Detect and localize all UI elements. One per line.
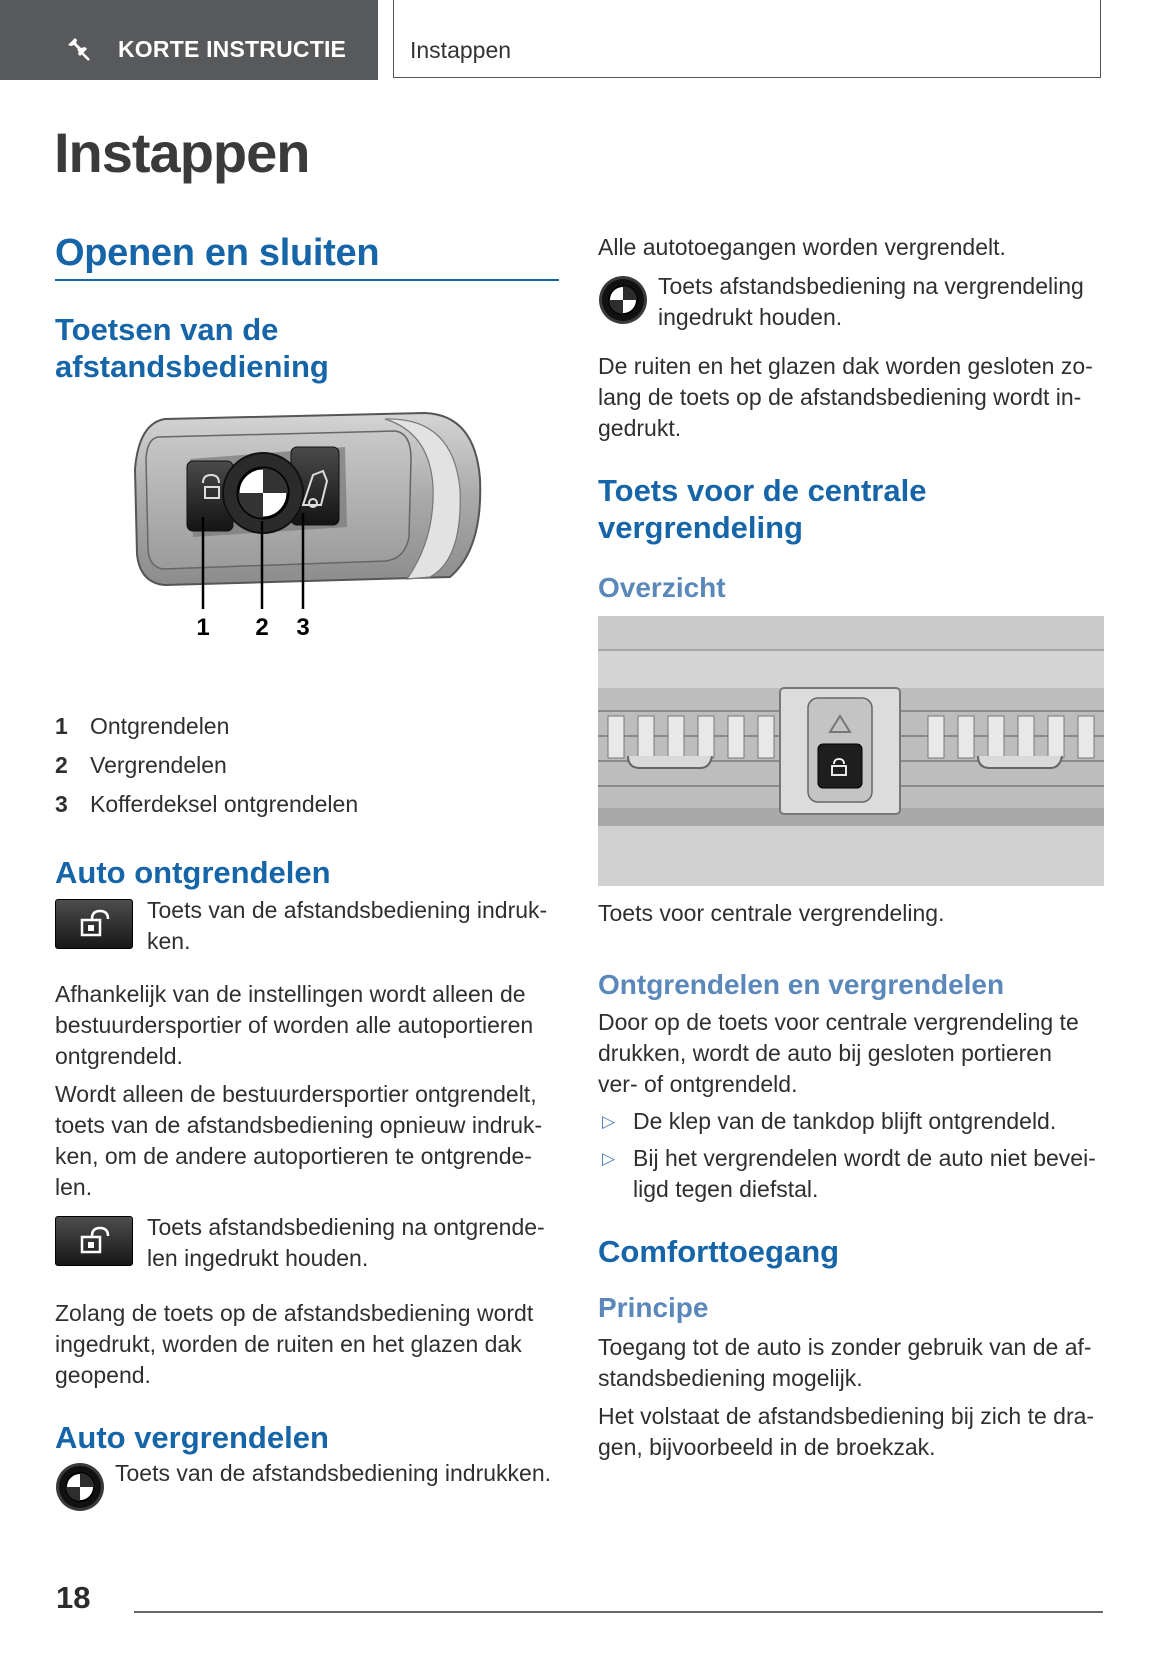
heading-unlock-car: Auto ontgrendelen [55,855,331,890]
lock-hold-line: ingedrukt houden. [658,304,843,330]
text-line: geopend. [55,1362,151,1388]
text-line: gen, bijvoorbeeld in de broekzak. [598,1434,936,1460]
callout-1: 1 [196,614,210,641]
lock-paragraph-1: Alle autotoegangen worden vergrendelt. [598,234,1006,260]
key-legend [55,707,559,824]
text-line: standsbediening mogelijk. [598,1365,863,1391]
unlock-instruction-line: ken. [147,928,191,954]
text-line: bestuurdersportier of worden alle autoportieren [55,1012,534,1038]
page-number: 18 [56,1580,91,1615]
legend-text: Vergrendelen [90,752,227,778]
unlock-paragraph-2 [55,1079,559,1203]
callout-2: 2 [255,614,269,641]
heading-comfort-access: Comforttoegang [598,1234,840,1269]
heading-lock-unlock: Ontgrendelen en vergrendelen [598,969,1005,1000]
heading-overview: Overzicht [598,572,726,603]
heading-lock-car: Auto vergrendelen [55,1420,329,1455]
unlock-paragraph-3 [55,1298,559,1391]
lock-instruction [55,1462,559,1512]
lock-hold-instruction [598,275,1104,333]
triangle-bullet-icon: ▷ [602,1112,616,1131]
unlock-button-icon [55,899,133,949]
list-item [598,1106,1104,1137]
key-fob-illustration [55,409,559,699]
unlock-hold-instruction [55,1216,559,1274]
unlock-hold-line: Toets afstandsbediening na ontgrende- [147,1214,545,1240]
lock-paragraph-2 [598,351,1104,444]
text-line: gedrukt. [598,415,682,441]
bullet-list [598,1106,1104,1205]
legend-item [55,785,559,824]
bmw-logo-button-icon [55,1462,105,1512]
text-line: De ruiten en het glazen dak worden gesloten zo- [598,353,1093,379]
text-line: Zolang de toets op de afstandsbediening wordt [55,1300,534,1326]
section-tab-label: KORTE INSTRUCTIE [118,36,347,62]
triangle-bullet-icon: ▷ [602,1149,616,1168]
unlock-button-icon [55,1216,133,1266]
legend-text: Kofferdeksel ontgrendelen [90,791,359,817]
footer-divider [134,1611,1103,1613]
list-item-text: De klep van de tankdop blijft ontgrendeld. [633,1108,1057,1134]
text-line: ken, om de andere autoportieren te ontgrende- [55,1143,532,1169]
text-line: ontgrendeld. [55,1043,183,1069]
text-line: Wordt alleen de bestuurdersportier ontgrendelt, [55,1081,537,1107]
breadcrumb [393,0,1101,78]
section-tab [0,0,378,80]
text-line: len. [55,1174,93,1200]
text-line: Afhankelijk van de instellingen wordt alleen de [55,981,526,1007]
text-line: drukken, wordt de auto bij gesloten portieren [598,1040,1052,1066]
legend-number: 1 [55,713,68,739]
text-line: Het volstaat de afstandsbediening bij zich te dra- [598,1403,1095,1429]
right-column [598,232,1104,1463]
text-line: Toegang tot de auto is zonder gebruik van de af- [598,1334,1092,1360]
text-line: toets van de afstandsbediening opnieuw indruk- [55,1112,543,1138]
legend-number: 3 [55,791,68,817]
lock-instruction-text: Toets van de afstandsbediening indrukken. [115,1460,552,1486]
heading-open-close: Openen en sluiten [55,232,559,281]
principle-paragraph-2 [598,1401,1104,1463]
pin-icon [64,33,94,63]
legend-number: 2 [55,752,68,778]
unlock-paragraph-1 [55,979,559,1072]
legend-item [55,707,559,746]
text-line: Door op de toets voor centrale vergrendeling te [598,1009,1079,1035]
unlock-instruction-line: Toets van de afstandsbediening indruk- [147,897,548,923]
list-item-text: ligd tegen diefstal. [633,1176,819,1202]
unlock-hold-line: len ingedrukt houden. [147,1245,369,1271]
page-title: Instappen [54,121,310,184]
bmw-logo-button-icon [598,275,648,325]
callout-3: 3 [296,614,310,641]
breadcrumb-label: Instappen [410,37,512,63]
heading-remote-keys: Toetsen van de afstandsbediening [55,312,329,384]
figure-caption: Toets voor centrale vergrendeling. [598,900,945,926]
heading-central-lock-button: Toets voor de centrale vergrendeling [598,473,927,545]
unlock-instruction [55,899,559,957]
text-line: ingedrukt, worden de ruiten en het glazen dak [55,1331,522,1357]
heading-principle: Principe [598,1292,709,1323]
text-line: ver- of ontgrendeld. [598,1071,798,1097]
list-item-text: Bij het vergrendelen wordt de auto niet bevei- [633,1145,1096,1171]
left-column [55,232,559,1512]
principle-paragraph-1 [598,1332,1104,1394]
central-lock-illustration [598,616,1104,886]
legend-item [55,746,559,785]
text-line: lang de toets op de afstandsbediening wordt in- [598,384,1082,410]
legend-text: Ontgrendelen [90,713,230,739]
lock-hold-line: Toets afstandsbediening na vergrendeling [658,273,1084,299]
list-item [598,1143,1104,1205]
central-paragraph [598,1007,1104,1100]
